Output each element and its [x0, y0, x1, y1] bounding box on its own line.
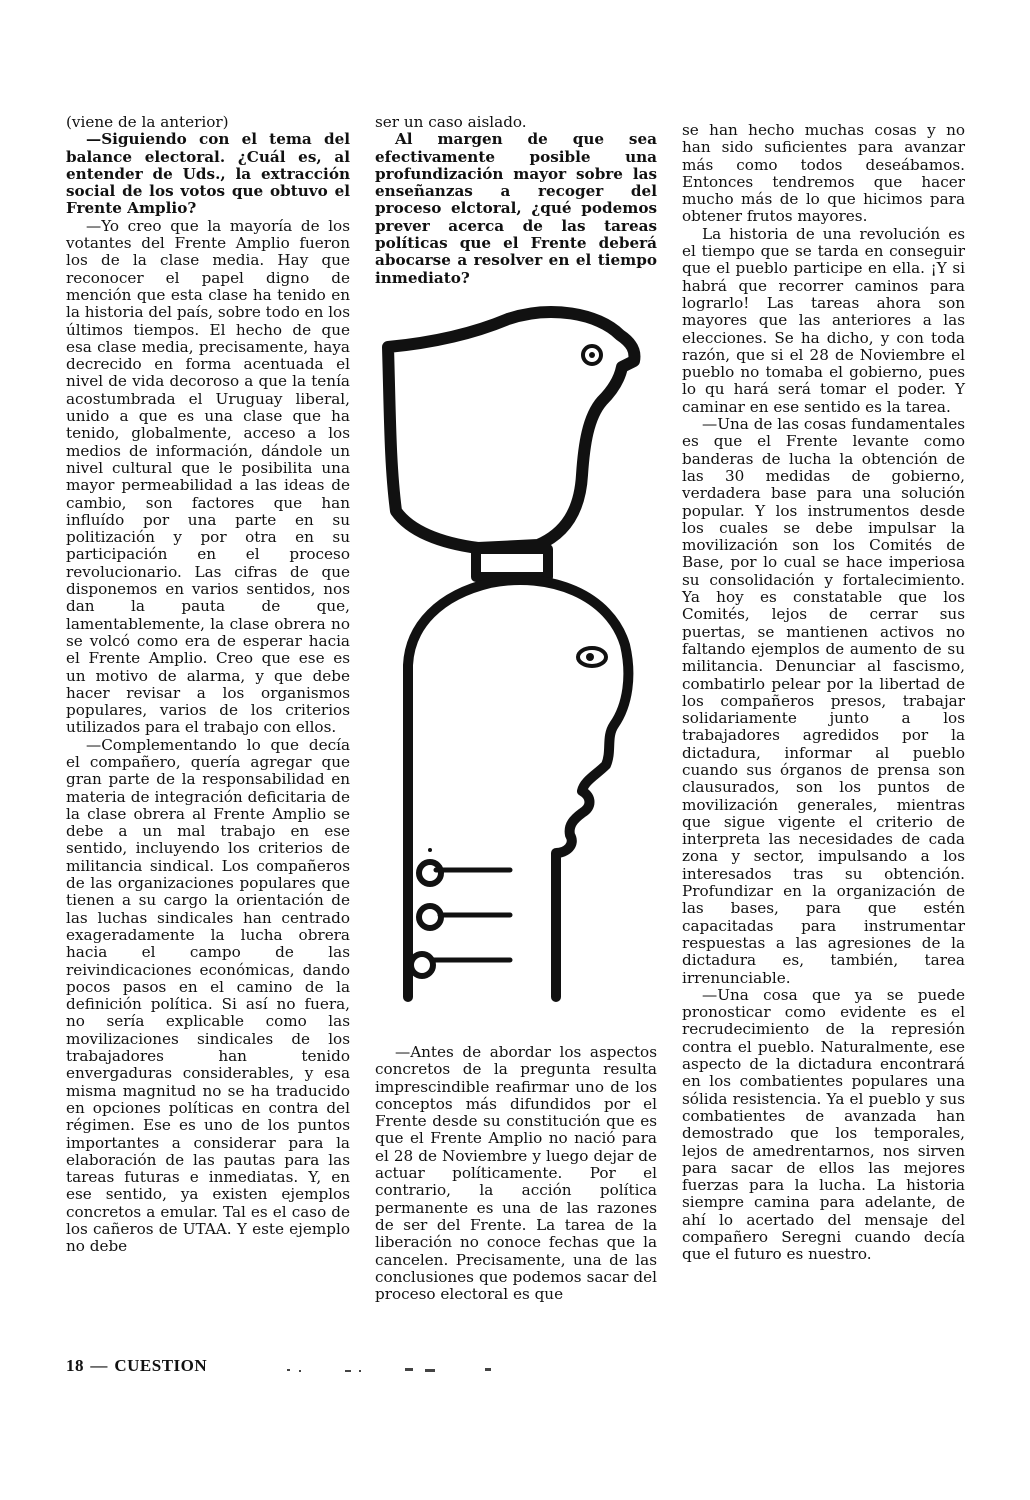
footer-separator: — — [90, 1356, 108, 1375]
article-paragraph: —Una de las cosas fundamentales es que el Frente levante como banderas de lucha la obtención de las 30 medidas de gobierno, verdadera base para una solución popular. Y los instrumentos desde los cuales se debe impulsar la movilización son los Comités de Base, por lo cual se hace imperiosa su consolidación y fortalecimiento. Ya hoy es constatable que los Comités, lejos de cerrar sus puertas, se mantienen activos no faltando ejemplos de aumento de su militancia. Denunciar al fascismo, combatirlo pelear por la libertad de los compañeros presos, trabajar solidariamente junto a los trabajadores agredidos por la dictadura, informar al pueblo cuando sus órganos de prensa son clausurados, son los puntos de movilización generales, mientras que sigue vigente el criterio de interpreta las necesidades de cada zona y sector, impulsando a los interesados tras su obtención. Profundizar en la organización de las bases, para que estén capacitadas para instrumentar respuestas a las agresiones de la dictadura es, también, tarea irrenunciable. — [682, 415, 965, 987]
interview-question: Al margen de que sea efectivamente posible una profundización mayor sobre las enseñanzas a recoger del proceso elctoral, ¿qué podemos prever acerca de las tareas políticas que el Frente deberá abocarse a resolver en el tiempo inmediato? — [375, 130, 657, 287]
article-paragraph: —Complementando lo que decía el compañero, quería agregar que gran parte de la responsabilidad en materia de integración deficitaria de la clase obrera al Frente Amplio se debe a un mal trabajo en ese sentido, incluyendo los criterios de militancia sindical. Los compañeros de las organizaciones populares que tienen a su cargo la orientación de las luchas sindicales han centrado exageradamente la lucha obrera hacia el campo de las reivindicaciones económicas, dando pocos pasos en el camino de la definición política. Si así no fuera, no sería explicable como las movilizaciones sindicales de los trabajadores han tenido envergaduras considerables, y esa misma magnitud no se ha traducido en opciones políticas en contra del régimen. Ese es uno de los puntos importantes a considerar para la elaboración de las pautas para las tareas futuras e inmediatas. Y, en ese sentido, ya existen ejemplos concretos a emular. Tal es el caso de los cañeros de UTAA. Y este ejemplo no debe — [66, 735, 350, 1256]
article-paragraph: La historia de una revolución es el tiempo que se tarda en conseguir que el pueblo participe en ella. ¡Y si habrá que recorrer caminos para lograrlo! Las tareas ahora son mayores que las anteriores a las elecciones. Se ha dicho, y con toda razón, que si el 28 de Noviembre el pueblo no tomaba el gobierno, pues lo qu hará será tomar el poder. Y caminar en ese sentido es la tarea. — [682, 224, 965, 416]
bird-on-head-drawing-icon — [370, 305, 666, 1010]
print-specks-icon — [285, 1364, 515, 1376]
article-paragraph: —Una cosa que ya se puede pronosticar como evidente es el recrudecimiento de la represión contra el pueblo. Naturalmente, ese aspecto de la dictadura encontrará en los combatientes populares una sólida resistencia. Ya el pueblo y sus combatientes de avanzada han demostrado que los temporales, lejos de amedrentarnos, nos sirven para sacar de ellos las mejores fuerzas para la lucha. La historia siempre camina para adelante, de ahí lo acertado del mensaje del compañero Seregni cuando decía que el futuro es nuestro. — [682, 985, 965, 1264]
publication-name: CUESTION — [114, 1356, 208, 1375]
article-paragraph: (viene de la anterior) — [66, 113, 229, 131]
page-number: 18 — [66, 1356, 84, 1375]
text-column-1 — [66, 114, 350, 1256]
article-paragraph: —Yo creo que la mayoría de los votantes del Frente Amplio fueron los de la clase media. Hay que reconocer el papel digno de mención que esta clase ha tenido en la historia del país, sobre todo en los últimos tiempos. El hecho de que esa clase media, precisamente, haya decrecido en forma acentuada el nivel de vida decoroso a que la tenía acostumbrada el Uruguay liberal, unido a que es una clase que ha tenido, globalmente, acceso a los medios de información, dándole un nivel cultural que le posibilita una mayor permeabilidad a las ideas de cambio, son factores que han influído por una parte en su politización y por otra en su participación en el proceso revolucionario. Las cifras de que disponemos en varios sentidos, nos dan la pauta de que, lamentablemente, la clase obrera no se volcó como era de esperar hacia el Frente Amplio. Creo que ese es un motivo de alarma, y que debe hacer revisar a los organismos populares, varios de los criterios utilizados para el trabajo con ellos. — [66, 216, 350, 737]
text-column-2-bottom — [375, 1044, 657, 1303]
text-column-3 — [682, 122, 965, 1264]
head-outline — [408, 580, 628, 997]
page-footer — [66, 1356, 207, 1376]
interview-question: —Siguiendo con el tema del balance electoral. ¿Cuál es, al entender de Uds., la extracción social de los votos que obtuvo el Frente Amplio? — [66, 130, 350, 218]
article-paragraph: se han hecho muchas cosas y no han sido suficientes para avanzar más como todos deseábamos. Entonces tendremos que hacer mucho más de lo que hicimos para obtener frutos mayores. — [682, 121, 965, 226]
article-paragraph: ser un caso aislado. — [375, 113, 527, 131]
text-column-2-top — [375, 114, 657, 287]
article-paragraph: —Antes de abordar los aspectos concretos de la pregunta resulta imprescindible reafirmar uno de los conceptos más difundidos por el Frente desde su constitución que es que el Frente Amplio no nació para el 28 de Noviembre y luego dejar de actuar políticamente. Por el contrario, la acción política permanente es una de las razones de ser del Frente. La tarea de la liberación no conoce fechas que la cancelen. Precisamente, una de las conclusiones que podemos sacar del proceso electoral es que — [375, 1043, 657, 1304]
